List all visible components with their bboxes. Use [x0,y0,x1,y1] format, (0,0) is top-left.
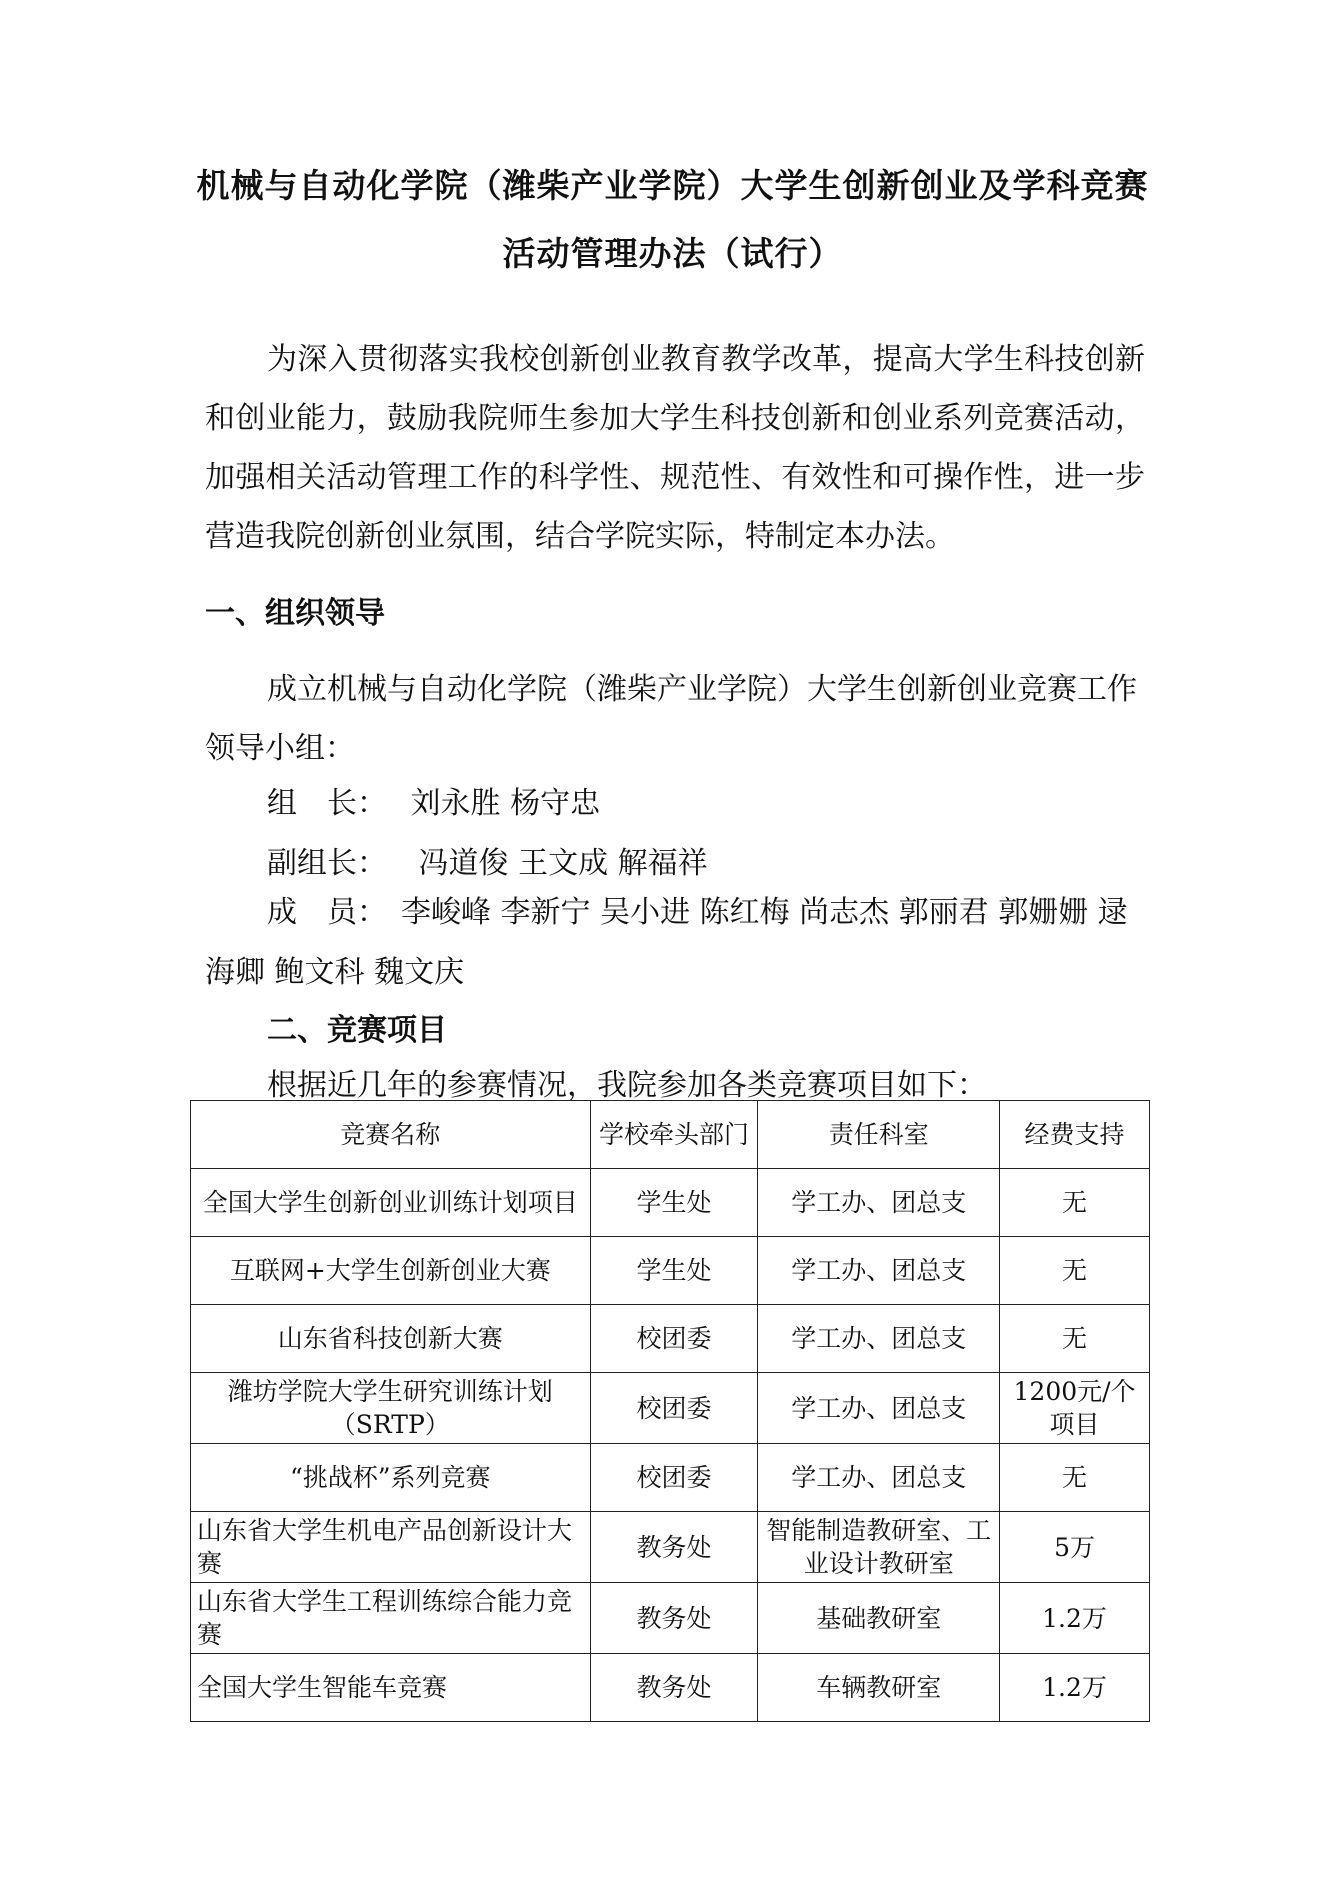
cell-responsible-office: 学工办、团总支 [758,1305,1000,1373]
member-label: 成 员： [267,895,387,930]
leader-label: 组 长： [267,786,387,821]
member-names: 李峻峰 李新宁 吴小进 陈红梅 尚志杰 郭丽君 郭姗姗 逯海卿 鲍文科 魏文庆 [205,895,1128,990]
cell-funding: 无 [1000,1305,1150,1373]
table-header-row [191,1101,1150,1169]
cell-competition-name: 全国大学生创新创业训练计划项目 [191,1169,591,1237]
table-row [191,1169,1150,1237]
cell-funding: 1.2万 [1000,1583,1150,1654]
cell-lead-department: 学生处 [590,1169,758,1237]
cell-responsible-office: 学工办、团总支 [758,1373,1000,1444]
cell-lead-department: 校团委 [590,1305,758,1373]
cell-lead-department: 校团委 [590,1444,758,1512]
header-competition-name: 竞赛名称 [191,1101,591,1169]
cell-competition-name: 潍坊学院大学生研究训练计划（SRTP） [191,1373,591,1444]
cell-funding: 5万 [1000,1512,1150,1583]
cell-lead-department: 教务处 [590,1583,758,1654]
cell-lead-department: 教务处 [590,1512,758,1583]
cell-competition-name: 山东省科技创新大赛 [191,1305,591,1373]
header-responsible-office: 责任科室 [758,1101,1000,1169]
cell-lead-department: 教务处 [590,1654,758,1722]
header-funding: 经费支持 [1000,1101,1150,1169]
cell-lead-department: 校团委 [590,1373,758,1444]
cell-funding: 无 [1000,1237,1150,1305]
table-row [191,1654,1150,1722]
header-lead-department: 学校牵头部门 [590,1101,758,1169]
cell-responsible-office: 学工办、团总支 [758,1237,1000,1305]
table-row [191,1305,1150,1373]
cell-responsible-office: 学工办、团总支 [758,1444,1000,1512]
table-row [191,1237,1150,1305]
table-row [191,1512,1150,1583]
cell-lead-department: 学生处 [590,1237,758,1305]
member-row [205,883,1150,1003]
cell-funding: 无 [1000,1169,1150,1237]
cell-responsible-office: 基础教研室 [758,1583,1000,1654]
competition-table [190,1100,1150,1722]
cell-competition-name: 山东省大学生工程训练综合能力竞赛 [191,1583,591,1654]
leader-row [267,778,600,822]
cell-funding: 1.2万 [1000,1654,1150,1722]
cell-responsible-office: 学工办、团总支 [758,1169,1000,1237]
cell-competition-name: “挑战杯”系列竞赛 [191,1444,591,1512]
deputy-row [267,838,708,882]
cell-competition-name: 互联网+大学生创新创业大赛 [191,1237,591,1305]
document-title-line2: 活动管理办法（试行） [502,234,843,273]
table-row [191,1444,1150,1512]
cell-funding: 1200元/个项目 [1000,1373,1150,1444]
deputy-names: 冯道俊 王文成 解福祥 [418,846,708,881]
cell-competition-name: 全国大学生智能车竞赛 [191,1654,591,1722]
cell-competition-name: 山东省大学生机电产品创新设计大赛 [191,1512,591,1583]
section2-heading: 二、竞赛项目 [267,1013,447,1048]
deputy-label: 副组长： [267,846,387,881]
leader-names: 刘永胜 杨守忠 [410,786,601,821]
table-row [191,1373,1150,1444]
cell-responsible-office: 智能制造教研室、工业设计教研室 [758,1512,1000,1583]
document-title-line1: 机械与自动化学院（潍柴产业学院）大学生创新创业及学科竞赛 [196,166,1149,205]
table-row [191,1583,1150,1654]
intro-paragraph: 为深入贯彻落实我校创新创业教育教学改革，提高大学生科技创新和创业能力，鼓励我院师生参加大学生科技创新和创业系列竞赛活动，加强相关活动管理工作的科学性、规范性、有效性和可操作性，进一步营造我院创新创业氛围，结合学院实际，特制定本办法。 [205,342,1145,554]
cell-funding: 无 [1000,1444,1150,1512]
section1-heading: 一、组织领导 [205,596,385,631]
section1-intro: 成立机械与自动化学院（潍柴产业学院）大学生创新创业竞赛工作领导小组： [205,672,1137,766]
cell-responsible-office: 车辆教研室 [758,1654,1000,1722]
section2-intro: 根据近几年的参赛情况，我院参加各类竞赛项目如下： [267,1068,987,1103]
